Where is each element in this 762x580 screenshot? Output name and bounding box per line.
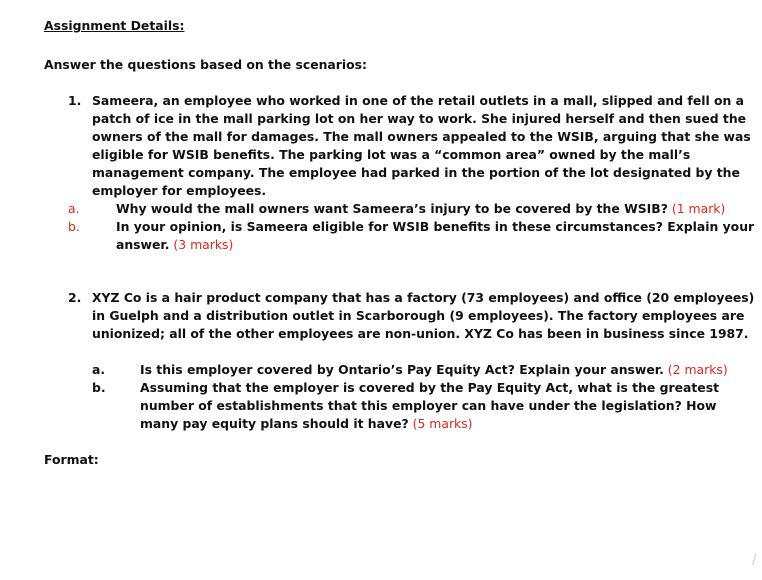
question-2-text-line: unionized; all of the other employees are non-union. XYZ Co has been in business since 1987. bbox=[92, 326, 749, 341]
question-1b-prompt-end: answer. bbox=[116, 237, 170, 252]
question-1-number: 1. bbox=[68, 93, 82, 108]
question-2b-prompt-line: Assuming that the employer is covered by the Pay Equity Act, what is the greatest bbox=[140, 380, 720, 395]
instructions: Answer the questions based on the scenarios: bbox=[44, 57, 367, 72]
question-2a-marks: (2 marks) bbox=[667, 362, 728, 377]
question-2b-text-end bbox=[140, 415, 473, 433]
question-1-text-line: Sameera, an employee who worked in one of the retail outlets in a mall, slipped and fell on a bbox=[92, 93, 745, 108]
question-2a-text bbox=[140, 361, 728, 379]
question-1b-letter: b. bbox=[68, 219, 80, 234]
question-1a-prompt: Why would the mall owners want Sameera’s injury to be covered by the WSIB? bbox=[116, 201, 668, 216]
question-1a-text bbox=[116, 200, 725, 218]
question-2b-marks: (5 marks) bbox=[412, 416, 473, 431]
question-1b-prompt: In your opinion, is Sameera eligible for WSIB benefits in these circumstances? Explain your bbox=[116, 219, 755, 234]
question-1-text-line: employer for employees. bbox=[92, 183, 267, 198]
page-heading: Assignment Details: bbox=[44, 18, 185, 33]
question-2-number: 2. bbox=[68, 290, 82, 305]
format-label: Format: bbox=[44, 452, 99, 467]
question-1-text-line: patch of ice in the mall parking lot on her way to work. She injured herself and then sued the bbox=[92, 111, 747, 126]
question-2b-letter: b. bbox=[92, 380, 106, 395]
question-1-text-line: management company. The employee had parked in the portion of the lot designated by the bbox=[92, 165, 740, 180]
question-1-text-line: owners of the mall for damages. The mall owners appealed to the WSIB, arguing that she was bbox=[92, 129, 751, 144]
question-1b-marks: (3 marks) bbox=[173, 237, 234, 252]
corner-mark-icon: / bbox=[752, 553, 757, 568]
question-1a-letter: a. bbox=[68, 201, 80, 216]
question-1-text-line: eligible for WSIB benefits. The parking lot was a “common area” owned by the mall’s bbox=[92, 147, 691, 162]
question-2b-prompt-end: many pay equity plans should it have? bbox=[140, 416, 409, 431]
question-2-text-line: in Guelph and a distribution outlet in Scarborough (9 employees). The factory employees are bbox=[92, 308, 745, 323]
question-1a-marks: (1 mark) bbox=[671, 201, 726, 216]
question-2a-letter: a. bbox=[92, 362, 106, 377]
question-2-text-line: XYZ Co is a hair product company that has a factory (73 employees) and office (20 employees) bbox=[92, 290, 755, 305]
question-2b-prompt-line: number of establishments that this employer can have under the legislation? How bbox=[140, 398, 717, 413]
question-2a-prompt: Is this employer covered by Ontario’s Pay Equity Act? Explain your answer. bbox=[140, 362, 664, 377]
question-1b-text-end bbox=[116, 236, 233, 254]
